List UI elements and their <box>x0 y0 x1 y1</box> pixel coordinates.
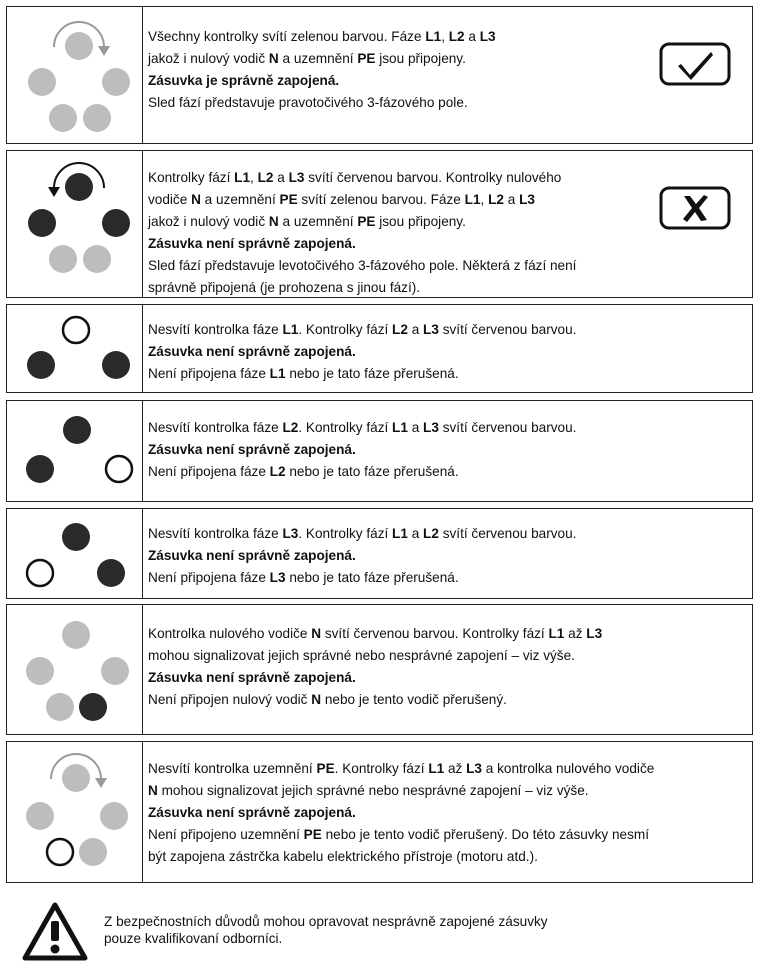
bold-term: Zásuvka je správně zapojená. <box>148 73 340 88</box>
lamp-l3 <box>97 559 125 587</box>
description-line <box>148 233 576 255</box>
lamp-l3 <box>101 657 129 685</box>
description-line <box>148 439 576 461</box>
description-line <box>148 545 576 567</box>
lamp-n <box>46 693 74 721</box>
lamp-l1 <box>62 621 90 649</box>
bold-term: L1 <box>425 29 442 44</box>
lamp-l1 <box>62 523 90 551</box>
bold-term: L3 <box>423 420 439 435</box>
bold-term: N <box>191 192 201 207</box>
bold-term: PE <box>357 51 376 66</box>
bold-term: N <box>268 51 279 66</box>
description-line: Nesvítí kontrolka fáze L3. Kontrolky fází L1 a L2 svítí červenou barvou. <box>148 526 577 541</box>
bold-term: L3 <box>466 761 482 776</box>
indicator-diagram <box>7 305 143 392</box>
lamp-n <box>49 245 77 273</box>
bold-term: L1 <box>392 420 408 435</box>
description-line: vodiče N a uzemnění PE svítí zelenou barvou. Fáze L1, L2 a L3 <box>148 192 535 207</box>
lamp-l3 <box>102 68 130 96</box>
bold-term: L2 <box>257 170 274 185</box>
description-line: mohou signalizovat jejich správné nebo nesprávné zapojení – viz výše. <box>148 648 575 663</box>
lamp-l2 <box>28 209 56 237</box>
bold-term: L2 <box>392 322 408 337</box>
check-badge-icon <box>659 42 731 86</box>
description-line: Není připojena fáze L1 nebo je tato fáze přerušená. <box>148 366 459 381</box>
bold-term: Zásuvka není správně zapojená. <box>148 670 356 685</box>
description-line <box>148 802 654 824</box>
lamp-l3 <box>102 209 130 237</box>
lamp-l2 <box>27 560 53 586</box>
row-l3-missing <box>6 508 753 599</box>
bold-term: Zásuvka není správně zapojená. <box>148 442 356 457</box>
description-line: Není připojena fáze L3 nebo je tato fáze přerušená. <box>148 570 459 585</box>
bold-term: L2 <box>423 526 439 541</box>
bold-term: L1 <box>282 322 299 337</box>
lamp-l1 <box>62 764 90 792</box>
indicator-diagram <box>7 151 143 297</box>
lamp-l1 <box>65 32 93 60</box>
row-neutral-missing <box>6 604 753 735</box>
bold-term: L1 <box>428 761 445 776</box>
safety-note-line-1: Z bezpečnostních důvodů mohou opravovat nesprávně zapojené zásuvky <box>104 914 548 929</box>
lamp-pe <box>79 693 107 721</box>
indicator-diagram <box>7 509 143 598</box>
bold-term: Zásuvka není správně zapojená. <box>148 344 356 359</box>
bold-term: L2 <box>488 192 504 207</box>
row-description <box>148 319 576 385</box>
lamp-l2 <box>27 351 55 379</box>
bold-term: Zásuvka není správně zapojená. <box>148 548 356 563</box>
description-line: správně připojená (je prohozena s jinou fází). <box>148 280 421 295</box>
description-line: Kontrolka nulového vodiče N svítí červenou barvou. Kontrolky fází L1 až L3 <box>148 626 603 641</box>
bold-term: L1 <box>464 192 481 207</box>
row-description <box>148 623 602 711</box>
lamp-n <box>47 839 73 865</box>
row-l1-missing <box>6 304 753 393</box>
description-line: Sled fází představuje levotočivého 3-fázového pole. Některá z fází není <box>148 258 577 273</box>
lamp-pe <box>79 838 107 866</box>
lamp-l3 <box>100 802 128 830</box>
bold-term: Zásuvka není správně zapojená. <box>148 805 356 820</box>
row-reversed-phase-sequence <box>6 150 753 298</box>
bold-term: PE <box>357 214 376 229</box>
description-line: jakož i nulový vodič N a uzemnění PE jsou připojeny. <box>148 51 466 66</box>
safety-note-line-2: pouze kvalifikovaní odborníci. <box>104 931 283 946</box>
bold-term: L3 <box>269 570 286 585</box>
lamp-l1 <box>63 317 89 343</box>
bold-term: L1 <box>269 366 286 381</box>
description-line <box>148 70 496 92</box>
lamp-l2 <box>26 455 54 483</box>
lamp-pe <box>83 245 111 273</box>
bold-term: N <box>311 626 322 641</box>
description-line: N mohou signalizovat jejich správné nebo nesprávné zapojení – viz výše. <box>148 783 589 798</box>
indicator-diagram <box>7 401 143 501</box>
bold-term: N <box>268 214 279 229</box>
description-line: být zapojena zástrčka kabelu elektrického přístroje (motoru atd.). <box>148 849 538 864</box>
row-description <box>148 523 576 589</box>
lamp-l3 <box>106 456 132 482</box>
bold-term: L2 <box>282 420 299 435</box>
bold-term: L1 <box>234 170 251 185</box>
description-line: Všechny kontrolky svítí zelenou barvou. Fáze L1, L2 a L3 <box>148 29 496 44</box>
lamp-pe <box>83 104 111 132</box>
lamp-l2 <box>26 802 54 830</box>
description-line: Nesvítí kontrolka fáze L2. Kontrolky fází L1 a L3 svítí červenou barvou. <box>148 420 577 435</box>
bold-term: N <box>148 783 158 798</box>
row-l2-missing <box>6 400 753 502</box>
description-line: Není připojena fáze L2 nebo je tato fáze přerušená. <box>148 464 459 479</box>
description-line: Není připojeno uzemnění PE nebo je tento vodič přerušený. Do této zásuvky nesmí <box>148 827 649 842</box>
description-line: Není připojen nulový vodič N nebo je tento vodič přerušený. <box>148 692 507 707</box>
bold-term: PE <box>316 761 335 776</box>
lamp-l3 <box>102 351 130 379</box>
warning-triangle-icon <box>22 902 88 962</box>
bold-term: L3 <box>282 526 299 541</box>
row-description <box>148 758 654 868</box>
cross-badge-icon <box>659 186 731 230</box>
description-line: Kontrolky fází L1, L2 a L3 svítí červenou barvou. Kontrolky nulového <box>148 170 562 185</box>
bold-term: L3 <box>519 192 535 207</box>
bold-term: L3 <box>479 29 496 44</box>
bold-term: L3 <box>288 170 305 185</box>
bold-term: N <box>311 692 322 707</box>
description-line: Sled fází představuje pravotočivého 3-fázového pole. <box>148 95 468 110</box>
lamp-l2 <box>28 68 56 96</box>
row-description <box>148 417 576 483</box>
bold-term: PE <box>303 827 322 842</box>
safety-note <box>22 902 742 962</box>
lamp-l1 <box>63 416 91 444</box>
bold-term: L2 <box>448 29 465 44</box>
lamp-l1 <box>65 173 93 201</box>
row-correct-wiring <box>6 6 753 144</box>
indicator-diagram <box>7 742 143 882</box>
bold-term: L2 <box>269 464 286 479</box>
row-description <box>148 26 496 114</box>
description-line: Nesvítí kontrolka uzemnění PE. Kontrolky fází L1 až L3 a kontrolka nulového vodiče <box>148 761 655 776</box>
indicator-diagram <box>7 605 143 734</box>
bold-term: L3 <box>423 322 439 337</box>
lamp-l2 <box>26 657 54 685</box>
bold-term: L1 <box>548 626 565 641</box>
description-line: Nesvítí kontrolka fáze L1. Kontrolky fází L2 a L3 svítí červenou barvou. <box>148 322 577 337</box>
bold-term: Zásuvka není správně zapojená. <box>148 236 356 251</box>
lamp-n <box>49 104 77 132</box>
bold-term: PE <box>279 192 298 207</box>
description-line <box>148 667 602 689</box>
row-earth-missing <box>6 741 753 883</box>
bold-term: L3 <box>586 626 603 641</box>
description-line: jakož i nulový vodič N a uzemnění PE jsou připojeny. <box>148 214 466 229</box>
description-line <box>148 341 576 363</box>
bold-term: L1 <box>392 526 408 541</box>
row-description <box>148 167 576 299</box>
indicator-diagram <box>7 7 143 143</box>
